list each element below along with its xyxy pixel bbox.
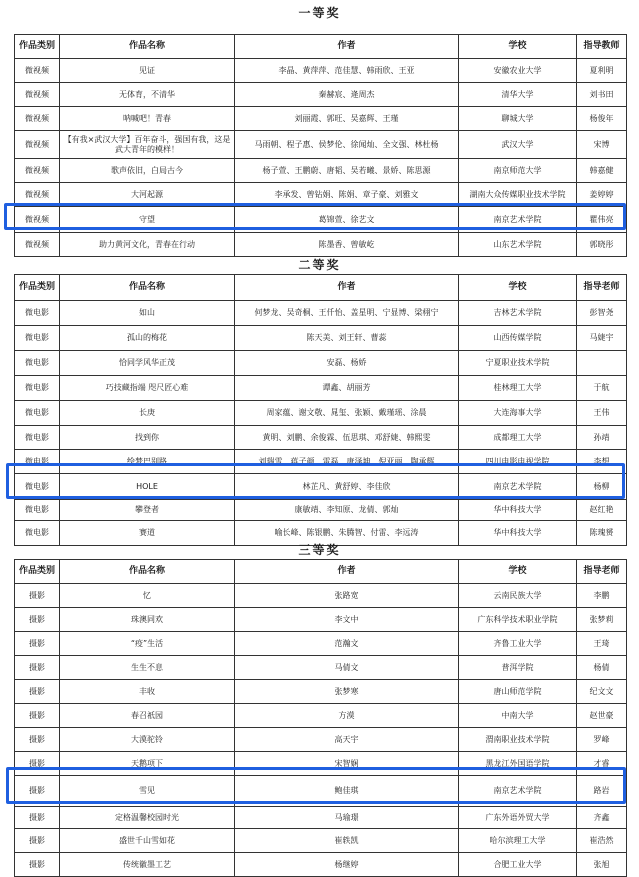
title-header: 作品名称 — [60, 35, 235, 59]
category-cell: 摄影 — [15, 807, 60, 829]
authors-cell: 宋智娴 — [235, 752, 459, 776]
title-cell: 如山 — [60, 301, 235, 326]
school-cell: 中南大学 — [459, 704, 577, 728]
category-cell: 微电影 — [15, 474, 60, 500]
table-row — [15, 376, 627, 401]
school-cell: 四川电影电视学院 — [459, 450, 577, 474]
category-cell: 摄影 — [15, 752, 60, 776]
table-header-row — [15, 275, 627, 301]
category-header: 作品类别 — [15, 35, 60, 59]
category-cell: 微电影 — [15, 426, 60, 450]
authors-cell: 马瑜璟 — [235, 807, 459, 829]
teacher-cell: 夏利明 — [577, 59, 627, 83]
category-cell: 摄影 — [15, 776, 60, 807]
title-cell: 盛世千山雪如花 — [60, 829, 235, 853]
table-row — [15, 728, 627, 752]
school-cell: 广东外语外贸大学 — [459, 807, 577, 829]
title-cell: 找到你 — [60, 426, 235, 450]
table-row — [15, 401, 627, 426]
table-row — [15, 59, 627, 83]
school-cell: 合肥工业大学 — [459, 853, 577, 877]
table-row — [15, 853, 627, 877]
authors-cell: 陈天美、刘王轩、曹蕊 — [235, 326, 459, 351]
school-cell: 南京艺术学院 — [459, 776, 577, 807]
title-cell: 歌声依旧，白局古今 — [60, 159, 235, 183]
category-cell: 摄影 — [15, 632, 60, 656]
category-cell: 微视频 — [15, 233, 60, 257]
teacher-cell: 路岩 — [577, 776, 627, 807]
teacher-cell: 马婕宇 — [577, 326, 627, 351]
title-cell: 恰同学风华正茂 — [60, 351, 235, 376]
category-cell: 微视频 — [15, 207, 60, 233]
authors-cell: 方漠 — [235, 704, 459, 728]
title-cell: 丰收 — [60, 680, 235, 704]
category-cell: 微电影 — [15, 500, 60, 521]
category-cell: 微电影 — [15, 521, 60, 546]
title-cell: 春召祇园 — [60, 704, 235, 728]
teacher-header: 指导教师 — [577, 35, 627, 59]
teacher-cell: 陈瑰赟 — [577, 521, 627, 546]
table-header-row — [15, 35, 627, 59]
title-cell: 守望 — [60, 207, 235, 233]
title-cell: 绘梦巴别路 — [60, 450, 235, 474]
title-cell: 生生不息 — [60, 656, 235, 680]
teacher-cell: 赵世豪 — [577, 704, 627, 728]
school-cell: 渭南职业技术学院 — [459, 728, 577, 752]
teacher-cell: 杨倩 — [577, 656, 627, 680]
school-header: 学校 — [459, 35, 577, 59]
teacher-cell: 纪文文 — [577, 680, 627, 704]
teacher-cell: 罗峰 — [577, 728, 627, 752]
school-cell: 南京师范大学 — [459, 159, 577, 183]
category-cell: 摄影 — [15, 853, 60, 877]
teacher-cell: 赵红艳 — [577, 500, 627, 521]
table-row — [15, 584, 627, 608]
authors-cell: 陈墨香、曾敏屹 — [235, 233, 459, 257]
school-cell: 黑龙江外国语学院 — [459, 752, 577, 776]
school-cell: 齐鲁工业大学 — [459, 632, 577, 656]
category-cell: 摄影 — [15, 704, 60, 728]
school-cell: 普洱学院 — [459, 656, 577, 680]
teacher-cell: 孙靖 — [577, 426, 627, 450]
teacher-cell: 崔浩然 — [577, 829, 627, 853]
title-cell: 孤山的梅花 — [60, 326, 235, 351]
table-row — [15, 351, 627, 376]
authors-cell: 杨子萱、王鹏蔚、唐韬、吴若曦、景娇、陈思源 — [235, 159, 459, 183]
teacher-cell: 杨俊年 — [577, 107, 627, 131]
teacher-cell: 张旭 — [577, 853, 627, 877]
category-cell: 摄影 — [15, 656, 60, 680]
title-cell: 见证 — [60, 59, 235, 83]
school-cell: 南京艺术学院 — [459, 207, 577, 233]
title-header: 作品名称 — [60, 275, 235, 301]
school-cell: 湖南大众传媒职业技术学院 — [459, 183, 577, 207]
table-row — [15, 829, 627, 853]
authors-cell: 鲍佳琪 — [235, 776, 459, 807]
table-row — [15, 233, 627, 257]
school-cell: 华中科技大学 — [459, 500, 577, 521]
category-cell: 微视频 — [15, 107, 60, 131]
category-cell: 摄影 — [15, 728, 60, 752]
teacher-cell: 李鹏 — [577, 584, 627, 608]
title-cell: “疫”生活 — [60, 632, 235, 656]
table-row — [15, 426, 627, 450]
title-cell: 雪见 — [60, 776, 235, 807]
teacher-cell — [577, 351, 627, 376]
title-cell: 巧技藏指端 咫尺匠心难 — [60, 376, 235, 401]
section-title-second: 二等奖 — [298, 258, 341, 272]
authors-cell: 刘丽霞、郭旺、吴嘉辉、王瑾 — [235, 107, 459, 131]
authors-cell: 黄明、刘鹏、余俊霖、伍思琪、邓舒婕、韩熙雯 — [235, 426, 459, 450]
table-row — [15, 656, 627, 680]
teacher-cell: 杨柳 — [577, 474, 627, 500]
category-header: 作品类别 — [15, 275, 60, 301]
second-prize-table — [14, 274, 627, 546]
school-cell: 唐山师范学院 — [459, 680, 577, 704]
school-cell: 吉林艺术学院 — [459, 301, 577, 326]
school-cell: 武汉大学 — [459, 131, 577, 159]
school-cell: 清华大学 — [459, 83, 577, 107]
category-cell: 微电影 — [15, 351, 60, 376]
authors-cell: 张路宽 — [235, 584, 459, 608]
title-header: 作品名称 — [60, 560, 235, 584]
table-row — [15, 632, 627, 656]
category-cell: 微视频 — [15, 83, 60, 107]
category-cell: 微视频 — [15, 183, 60, 207]
authors-cell: 葛锦萱、徐艺文 — [235, 207, 459, 233]
school-cell: 成都理工大学 — [459, 426, 577, 450]
title-cell: 大漠驼铃 — [60, 728, 235, 752]
teacher-cell: 郭晓彤 — [577, 233, 627, 257]
category-cell: 微电影 — [15, 450, 60, 474]
table-row — [15, 107, 627, 131]
title-cell: 长庚 — [60, 401, 235, 426]
authors-cell: 张梦寒 — [235, 680, 459, 704]
school-cell: 华中科技大学 — [459, 521, 577, 546]
authors-cell: 周家蕴、谢文敬、晁玺、张颖、戴瑾瑶、涂晨 — [235, 401, 459, 426]
table-row — [15, 680, 627, 704]
authors-cell: 马倩文 — [235, 656, 459, 680]
title-cell: 天鹅项下 — [60, 752, 235, 776]
authors-cell: 李文中 — [235, 608, 459, 632]
section-title-first: 一等奖 — [298, 6, 341, 20]
table-row — [15, 159, 627, 183]
authors-cell: 林芷凡、黄舒婷、李佳欣 — [235, 474, 459, 500]
category-cell: 微视频 — [15, 131, 60, 159]
teacher-cell: 彭智尧 — [577, 301, 627, 326]
title-cell: 传统徽墨工艺 — [60, 853, 235, 877]
school-cell: 山东艺术学院 — [459, 233, 577, 257]
authors-cell: 马雨朝、程子惠、侯梦伦、徐闻灿、全文强、林杜杨 — [235, 131, 459, 159]
category-cell: 摄影 — [15, 829, 60, 853]
category-cell: 摄影 — [15, 680, 60, 704]
category-cell: 微视频 — [15, 159, 60, 183]
table-row — [15, 326, 627, 351]
authors-header: 作者 — [235, 560, 459, 584]
teacher-cell: 王伟 — [577, 401, 627, 426]
category-cell: 摄影 — [15, 584, 60, 608]
authors-cell: 范瀚文 — [235, 632, 459, 656]
authors-cell: 秦赫宸、逄周杰 — [235, 83, 459, 107]
teacher-header: 指导老师 — [577, 275, 627, 301]
teacher-cell: 瞿伟亮 — [577, 207, 627, 233]
authors-cell: 谭鑫、胡丽芳 — [235, 376, 459, 401]
title-cell: 无体育，不清华 — [60, 83, 235, 107]
title-cell: 【有我×武汉大学】百年奋斗，强国有我，这是武大青年的模样！ — [60, 131, 235, 159]
teacher-cell: 刘书田 — [577, 83, 627, 107]
title-cell: 攀登者 — [60, 500, 235, 521]
authors-header: 作者 — [235, 275, 459, 301]
school-cell: 安徽农业大学 — [459, 59, 577, 83]
teacher-cell: 于航 — [577, 376, 627, 401]
table-header-row — [15, 560, 627, 584]
school-cell: 哈尔滨理工大学 — [459, 829, 577, 853]
category-cell: 微电影 — [15, 326, 60, 351]
highlight-box-third — [6, 767, 626, 804]
section-title-third: 三等奖 — [298, 543, 341, 557]
teacher-cell: 李想 — [577, 450, 627, 474]
authors-cell: 李承发、曾钻娟、陈娟、章子豪、刘雅文 — [235, 183, 459, 207]
teacher-cell: 韩嘉健 — [577, 159, 627, 183]
authors-cell: 崔轶凯 — [235, 829, 459, 853]
school-cell: 广东科学技术职业学院 — [459, 608, 577, 632]
category-cell: 微视频 — [15, 59, 60, 83]
school-header: 学校 — [459, 560, 577, 584]
school-cell: 云南民族大学 — [459, 584, 577, 608]
teacher-cell: 才睿 — [577, 752, 627, 776]
title-cell: 大河起源 — [60, 183, 235, 207]
school-cell: 山西传媒学院 — [459, 326, 577, 351]
table-row — [15, 131, 627, 159]
title-cell: HOLE — [60, 474, 235, 500]
authors-cell: 安磊、杨娇 — [235, 351, 459, 376]
table-row — [15, 608, 627, 632]
authors-cell: 康敏靖、李知原、龙倩、郭灿 — [235, 500, 459, 521]
authors-cell: 喻长峰、陈银鹏、朱腾智、付雷、李远涛 — [235, 521, 459, 546]
table-row — [15, 301, 627, 326]
category-header: 作品类别 — [15, 560, 60, 584]
title-cell: 定格温馨校园时光 — [60, 807, 235, 829]
category-cell: 摄影 — [15, 608, 60, 632]
school-cell: 桂林理工大学 — [459, 376, 577, 401]
authors-header: 作者 — [235, 35, 459, 59]
title-cell: 呐喊吧！青春 — [60, 107, 235, 131]
table-row — [15, 500, 627, 521]
title-cell: 赛道 — [60, 521, 235, 546]
authors-cell: 高天宇 — [235, 728, 459, 752]
school-cell: 大连海事大学 — [459, 401, 577, 426]
teacher-cell: 宋博 — [577, 131, 627, 159]
table-row — [15, 807, 627, 829]
table-row — [15, 83, 627, 107]
teacher-cell: 张梦莉 — [577, 608, 627, 632]
title-cell: 忆 — [60, 584, 235, 608]
table-row — [15, 704, 627, 728]
authors-cell: 李晶、黄萍萍、范佳慧、韩雨欣、王亚 — [235, 59, 459, 83]
teacher-cell: 王琦 — [577, 632, 627, 656]
teacher-header: 指导老师 — [577, 560, 627, 584]
title-cell: 珠澳同欢 — [60, 608, 235, 632]
authors-cell: 何梦龙、吴奇桐、王仟怡、盖星明、宁显博、梁栩宁 — [235, 301, 459, 326]
highlight-box-second — [6, 463, 625, 499]
school-header: 学校 — [459, 275, 577, 301]
school-cell: 聊城大学 — [459, 107, 577, 131]
category-cell: 微电影 — [15, 376, 60, 401]
highlight-box-first — [4, 203, 626, 230]
teacher-cell: 齐鑫 — [577, 807, 627, 829]
category-cell: 微电影 — [15, 401, 60, 426]
title-cell: 助力黄河文化，青春在行动 — [60, 233, 235, 257]
authors-cell: 杨继婷 — [235, 853, 459, 877]
school-cell: 宁夏职业技术学院 — [459, 351, 577, 376]
third-prize-table — [14, 559, 627, 877]
authors-cell: 刘瑞雪、蒋子颜、雷磊、唐泽坤、倪亚丽、陶承辉 — [235, 450, 459, 474]
school-cell: 南京艺术学院 — [459, 474, 577, 500]
teacher-cell: 姜婷婷 — [577, 183, 627, 207]
category-cell: 微电影 — [15, 301, 60, 326]
